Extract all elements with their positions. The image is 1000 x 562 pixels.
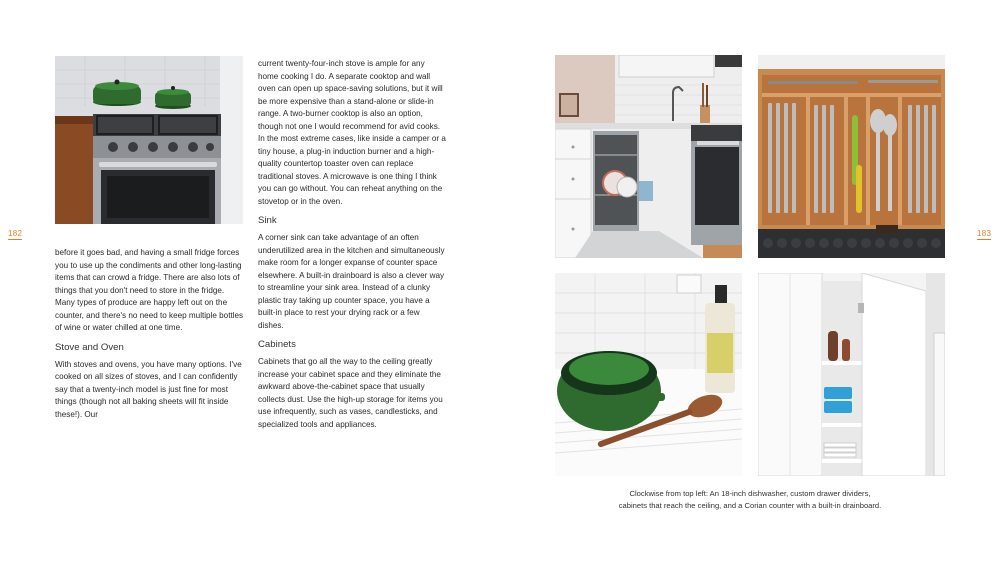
caption-line: Clockwise from top left: An 18-inch dishwasher, custom drawer dividers, (629, 489, 871, 498)
stove-photo (55, 56, 243, 224)
left-column (55, 247, 245, 421)
body-paragraph: before it goes bad, and having a small fridge forces you to use up the condiments and other long-lasting items that can crowd a fridge. There are also lots of things that you don't need to store in the fridge. Many types of produce are happy left out on the counter, and there's no need to keep multiple bottles of wine or water chilled at one time. (55, 248, 244, 332)
body-paragraph: current twenty-four-inch stove is ample for any home cooking I do. A separate cooktop and wall oven can open up space-saving solutions, but it will be more expensive than a stand-alone or slide-in range. A two-burner cooktop is also an option, though not one I would recommend for avid cooks. In the most extreme cases, like inside a camper or a tiny house, a plug-in induction burner and a high-quality countertop toaster oven can replace traditional stoves. A microwave is one thing I think you can go without. You can reheat anything on the stovetop or in the oven. (258, 59, 446, 206)
caption-line: cabinets that reach the ceiling, and a Corian counter with a built-in drainboard. (618, 500, 882, 510)
section-heading-sink: Sink (258, 215, 277, 226)
body-paragraph: Cabinets that go all the way to the ceiling greatly increase your cabinet space and they eliminate the awkward above-the-cabinet space that usually collects dust. Use the high-up storage for items you use infrequently, such as vases, candlesticks, and specialized tools and appliances. (258, 357, 443, 429)
cabinet-photo (758, 273, 945, 476)
page-number-left: 182 (8, 229, 23, 238)
drainboard-photo (555, 273, 742, 476)
photo-caption (572, 488, 928, 511)
dishwasher-photo (555, 55, 742, 258)
body-paragraph: With stoves and ovens, you have many options. I've cooked on all sizes of stoves, and I can confidently say that a twenty-inch model is just fine for most things (though not all baking sheets will fit inside these!). Our (55, 359, 242, 419)
body-paragraph: A corner sink can take advantage of an often underutilized area in the kitchen and simultaneously make room for a longer expanse of counter space elsewhere. A built-in drainboard is also a clever way to streamline your sink area. Instead of a clunky plastic tray taking up counter space, you have a built-in place to rest your drying rack or a few dishes. (258, 233, 445, 330)
section-heading-stove-oven: Stove and Oven (55, 341, 124, 353)
drawer-dividers-photo (758, 55, 945, 258)
right-column (258, 58, 446, 431)
section-heading-cabinets: Cabinets (258, 339, 296, 350)
page-number-right: 183 (977, 229, 992, 238)
